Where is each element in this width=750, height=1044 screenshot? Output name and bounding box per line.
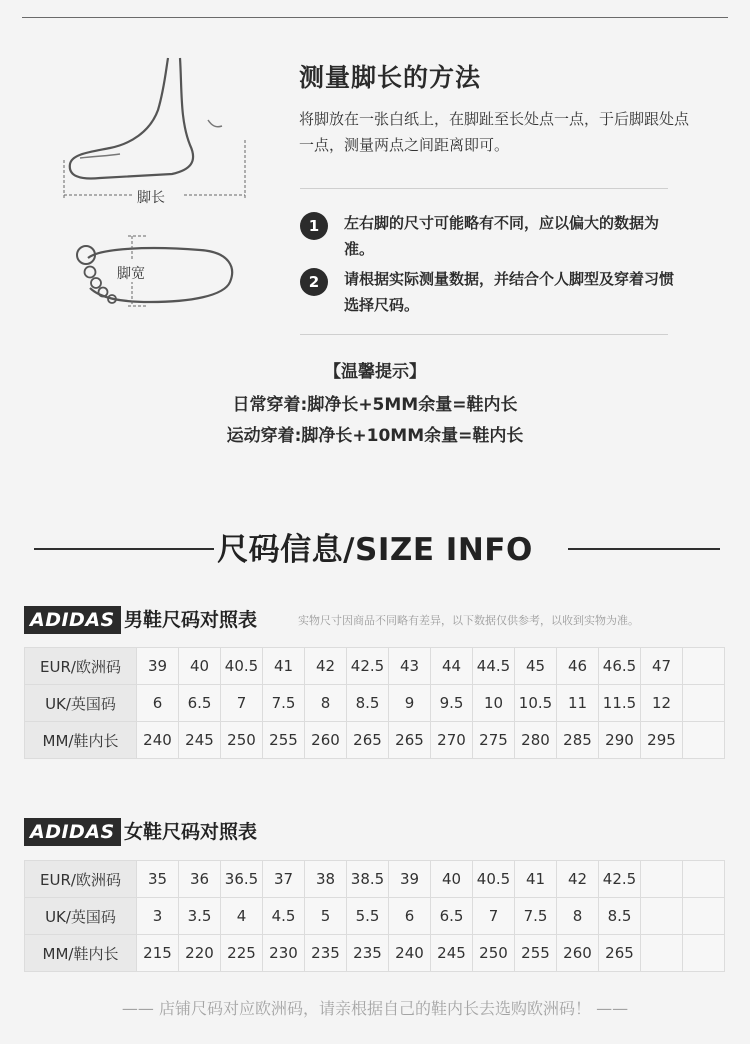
table-row (25, 898, 725, 935)
size-cell: 3.5 (179, 898, 221, 935)
tip-text: 请根据实际测量数据，并结合个人脚型及穿着习惯选择尺码。 (344, 270, 675, 314)
size-cell: 4 (221, 898, 263, 935)
size-cell: 40.5 (473, 861, 515, 898)
brand-logo-women: ADIDAS (24, 818, 121, 846)
table-row (25, 722, 725, 759)
size-cell: 46 (557, 648, 599, 685)
size-cell: 7.5 (515, 898, 557, 935)
size-cell: 230 (263, 935, 305, 972)
men-table-header (24, 606, 724, 634)
size-cell: 8.5 (347, 685, 389, 722)
size-cell: 11 (557, 685, 599, 722)
size-cell: 3 (137, 898, 179, 935)
size-cell: 42 (305, 648, 347, 685)
size-cell: 6 (137, 685, 179, 722)
method-title: 测量脚长的方法 (299, 63, 482, 92)
heading-rule-right (568, 548, 720, 550)
size-cell: 265 (389, 722, 431, 759)
footer-note: —— 店铺尺码对应欧洲码，请亲根据自己的鞋内长去选购欧洲码！ —— (121, 999, 629, 1018)
size-cell: 8 (305, 685, 347, 722)
size-cell (683, 648, 725, 685)
size-cell: 6.5 (431, 898, 473, 935)
size-cell: 40 (179, 648, 221, 685)
method-description: 将脚放在一张白纸上，在脚趾至长处点一点，于后脚跟处点一点，测量两点之间距离即可。 (299, 110, 690, 154)
row-label: MM/鞋内长 (25, 935, 137, 972)
foot-length-label: 脚长 (137, 190, 165, 206)
size-cell: 7 (221, 685, 263, 722)
table-row (25, 648, 725, 685)
size-cell: 270 (431, 722, 473, 759)
size-cell: 9.5 (431, 685, 473, 722)
row-label: MM/鞋内长 (25, 722, 137, 759)
size-cell: 39 (137, 648, 179, 685)
size-cell: 43 (389, 648, 431, 685)
size-cell: 7.5 (263, 685, 305, 722)
size-cell: 4.5 (263, 898, 305, 935)
size-cell: 41 (263, 648, 305, 685)
size-cell: 42.5 (599, 861, 641, 898)
side-toe-line (80, 154, 120, 158)
table-row (25, 861, 725, 898)
size-cell (641, 861, 683, 898)
size-info-heading: 尺码信息/SIZE INFO (217, 532, 533, 568)
size-cell: 5.5 (347, 898, 389, 935)
size-cell (641, 898, 683, 935)
size-cell: 40.5 (221, 648, 263, 685)
size-cell (683, 935, 725, 972)
size-cell: 295 (641, 722, 683, 759)
size-cell: 10.5 (515, 685, 557, 722)
size-cell: 35 (137, 861, 179, 898)
size-cell: 250 (473, 935, 515, 972)
size-cell: 290 (599, 722, 641, 759)
tip-number: 2 (300, 268, 328, 296)
size-cell: 5 (305, 898, 347, 935)
size-cell: 44.5 (473, 648, 515, 685)
size-cell: 220 (179, 935, 221, 972)
warm-tip-sport: 运动穿着:脚净长+10MM余量=鞋内长 (226, 426, 524, 446)
women-size-table (24, 860, 725, 972)
size-cell: 47 (641, 648, 683, 685)
size-cell: 9 (389, 685, 431, 722)
size-cell: 245 (431, 935, 473, 972)
size-cell: 265 (347, 722, 389, 759)
size-cell: 12 (641, 685, 683, 722)
size-cell: 225 (221, 935, 263, 972)
size-cell: 42 (557, 861, 599, 898)
size-cell: 255 (515, 935, 557, 972)
size-cell: 260 (305, 722, 347, 759)
size-cell: 46.5 (599, 648, 641, 685)
size-cell (683, 685, 725, 722)
size-cell: 8.5 (599, 898, 641, 935)
size-cell: 45 (515, 648, 557, 685)
size-cell: 235 (305, 935, 347, 972)
foot-width-label: 脚宽 (117, 266, 145, 282)
size-cell: 235 (347, 935, 389, 972)
size-cell (641, 935, 683, 972)
warm-tip-title: 【温馨提示】 (324, 362, 426, 382)
size-cell: 37 (263, 861, 305, 898)
size-cell: 10 (473, 685, 515, 722)
size-cell: 11.5 (599, 685, 641, 722)
size-cell: 275 (473, 722, 515, 759)
men-size-table (24, 647, 725, 759)
top-divider (22, 17, 728, 18)
tip-number: 1 (300, 212, 328, 240)
women-table-title: 女鞋尺码对照表 (124, 821, 258, 843)
brand-logo-men: ADIDAS (24, 606, 121, 634)
row-label: UK/英国码 (25, 685, 137, 722)
size-cell: 280 (515, 722, 557, 759)
size-cell: 40 (431, 861, 473, 898)
size-cell: 44 (431, 648, 473, 685)
divider (300, 188, 668, 189)
women-table-header (24, 818, 424, 846)
size-cell: 245 (179, 722, 221, 759)
size-cell (683, 898, 725, 935)
size-cell: 215 (137, 935, 179, 972)
size-cell: 6.5 (179, 685, 221, 722)
size-cell: 38.5 (347, 861, 389, 898)
size-cell: 265 (599, 935, 641, 972)
size-cell: 41 (515, 861, 557, 898)
size-cell: 255 (263, 722, 305, 759)
size-cell: 6 (389, 898, 431, 935)
ankle-mark (208, 120, 222, 127)
side-foot-outline (70, 58, 193, 178)
row-label: UK/英国码 (25, 898, 137, 935)
size-cell: 250 (221, 722, 263, 759)
divider (300, 334, 668, 335)
size-cell (683, 861, 725, 898)
table-row (25, 935, 725, 972)
top-foot-outline (88, 248, 232, 302)
size-cell: 7 (473, 898, 515, 935)
size-cell: 38 (305, 861, 347, 898)
row-label: EUR/欧洲码 (25, 648, 137, 685)
size-cell: 39 (389, 861, 431, 898)
size-cell (683, 722, 725, 759)
size-cell: 36.5 (221, 861, 263, 898)
warm-tip-daily: 日常穿着:脚净长+5MM余量=鞋内长 (232, 395, 518, 415)
size-cell: 8 (557, 898, 599, 935)
size-cell: 36 (179, 861, 221, 898)
size-cell: 240 (137, 722, 179, 759)
foot-measurement-illustration (40, 40, 280, 330)
size-disclaimer: 实物尺寸因商品不同略有差异，以下数据仅供参考，以收到实物为准。 (298, 614, 639, 627)
size-cell: 42.5 (347, 648, 389, 685)
table-row (25, 685, 725, 722)
size-cell: 260 (557, 935, 599, 972)
men-table-title: 男鞋尺码对照表 (124, 609, 258, 631)
row-label: EUR/欧洲码 (25, 861, 137, 898)
tip-text: 左右脚的尺寸可能略有不同，应以偏大的数据为准。 (344, 214, 660, 258)
size-cell: 240 (389, 935, 431, 972)
size-cell: 285 (557, 722, 599, 759)
